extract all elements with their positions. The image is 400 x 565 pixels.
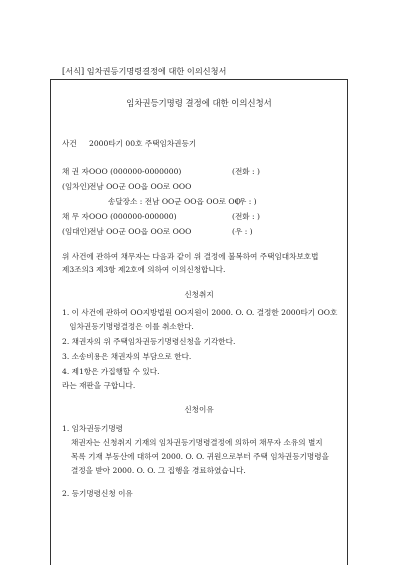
debtor-sub-label: (임대인) [62,227,90,236]
creditor-phone: (전화 : ) [232,167,260,176]
debtor-postal: (우 : ) [232,227,253,236]
creditor-value: OOO (000000-0000000) [89,167,182,176]
intro-line: 위 사건에 관하여 채무자는 다음과 같이 위 결정에 불복하여 주택임대차보호법 [62,252,319,261]
debtor-value: OOO (000000-000000) [89,212,177,221]
form-label: [서식] 임차권등기명령결정에 대한 이의신청서 [62,66,227,76]
purpose-line: 3. 소송비용은 채권자의 부담으로 한다. [62,352,192,361]
document-title: 임차권등기명령 결정에 대한 이의신청서 [126,98,272,108]
creditor-address: 전남 OO군 OO읍 OO로 OOO [89,182,192,191]
debtor-label: 채 무 자 [62,212,89,221]
creditor-sub-label: (임차인) [62,182,90,191]
purpose-line: 1. 이 사건에 관하여 OO지방법원 OO지원이 2000. O. O. 결정한 2000타기 OO호 [62,308,338,317]
creditor-delivery: 송달장소 : 전남 OO군 OO읍 OO로 OO [108,197,241,206]
purpose-line: 임차권등기명령결정은 이를 취소한다. [62,322,194,331]
purpose-line: 4. 제1항은 가집행할 수 있다. [62,367,160,376]
reason-line: 목록 기재 부동산에 대하여 2000. O. O. 귀원으로부터 주택 임차권등기명령을 [71,452,329,461]
intro-line: 제3조의3 제3항 제2호에 의하여 이의신청합니다. [62,265,226,274]
purpose-heading: 신청취지 [184,290,214,299]
reason-section-title: 1. 임차권등기명령 [62,424,124,433]
purpose-line: 2. 채권자의 위 주택임차권등기명령신청을 기각한다. [62,337,236,346]
reasons-heading: 신청이유 [184,405,214,414]
reason-section-title: 2. 등기명령신청 이유 [62,489,133,498]
reason-line: 결정을 받아 2000. O. O. 그 집행을 경료하였습니다. [71,466,246,475]
reason-line: 채권자는 신청취지 기재의 임차권등기명령결정에 의하여 채무자 소유의 별지 [71,438,323,447]
case-label: 사건 [62,139,77,148]
document-box [50,79,348,565]
case-value: 2000타기 00호 주택임차권등기 [89,139,197,148]
debtor-address: 전남 OO군 OO읍 OO로 OOO [89,227,192,236]
debtor-phone: (전화 : ) [232,212,260,221]
creditor-label: 채 권 자 [62,167,89,176]
creditor-postal: (우 : ) [236,197,257,206]
purpose-line: 라는 재판을 구합니다. [62,381,136,390]
